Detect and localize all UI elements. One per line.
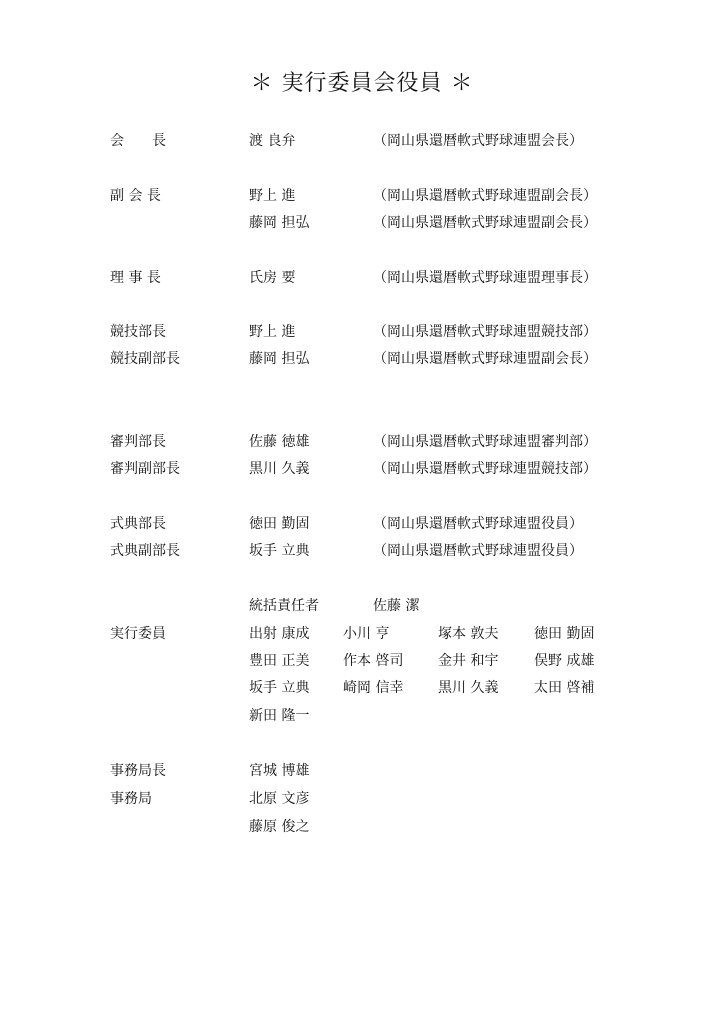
officer-name: 徳田 勤固 [249, 516, 310, 532]
officer-role: 審判部長 [110, 434, 166, 450]
officer-name: 氏房 要 [249, 270, 296, 286]
office-name: 宮城 博雄 [249, 763, 310, 779]
officer-org: （岡山県還暦軟式野球連盟役員） [373, 543, 583, 559]
committee-member: 徳田 勤固 [534, 626, 595, 642]
officer-org: （岡山県還暦軟式野球連盟理事長） [373, 270, 597, 286]
officer-role: 副 会 長 [110, 188, 161, 204]
supervisor-label: 統括責任者 [249, 598, 319, 614]
officer-name: 野上 進 [249, 188, 296, 204]
committee-member: 崎岡 信幸 [343, 680, 404, 696]
committee-member: 塚本 敦夫 [438, 626, 499, 642]
officer-role: 競技部長 [110, 324, 166, 340]
officer-org: （岡山県還暦軟式野球連盟役員） [373, 516, 583, 532]
officer-name: 坂手 立典 [249, 543, 310, 559]
committee-member: 俣野 成雄 [534, 653, 595, 669]
officer-org: （岡山県還暦軟式野球連盟審判部） [373, 434, 597, 450]
committee-member: 坂手 立典 [249, 680, 310, 696]
officer-role: 競技副部長 [110, 351, 180, 367]
committee-member: 新田 隆一 [249, 708, 310, 724]
officer-name: 佐藤 徳雄 [249, 434, 310, 450]
officer-org: （岡山県還暦軟式野球連盟競技部） [373, 461, 597, 477]
office-name: 北原 文彦 [249, 791, 310, 807]
officer-name: 藤岡 担弘 [249, 215, 310, 231]
officer-org: （岡山県還暦軟式野球連盟副会長） [373, 215, 597, 231]
officer-name: 野上 進 [249, 324, 296, 340]
officer-role: 理 事 長 [110, 270, 161, 286]
office-name: 藤原 俊之 [249, 819, 310, 835]
office-role: 事務局 [110, 791, 152, 807]
committee-member: 黒川 久義 [438, 680, 499, 696]
supervisor-name: 佐藤 潔 [373, 598, 420, 614]
committee-member: 作本 啓司 [343, 653, 404, 669]
officer-name: 渡 良弁 [249, 133, 296, 149]
officer-org: （岡山県還暦軟式野球連盟会長） [373, 133, 583, 149]
page-title: ＊ 実行委員会役員 ＊ [250, 71, 474, 96]
committee-member: 金井 和宇 [438, 653, 499, 669]
officer-name: 藤岡 担弘 [249, 351, 310, 367]
office-role: 事務局長 [110, 763, 166, 779]
committee-role: 実行委員 [110, 626, 166, 642]
committee-member: 出射 康成 [249, 626, 310, 642]
committee-member: 小川 亨 [343, 626, 390, 642]
officer-role: 会 長 [110, 133, 166, 149]
officer-name: 黒川 久義 [249, 461, 310, 477]
committee-member: 太田 啓補 [534, 680, 595, 696]
officer-role: 審判副部長 [110, 461, 180, 477]
committee-member: 豊田 正美 [249, 653, 310, 669]
officer-role: 式典副部長 [110, 543, 180, 559]
officer-org: （岡山県還暦軟式野球連盟競技部） [373, 324, 597, 340]
officer-role: 式典部長 [110, 516, 166, 532]
officer-org: （岡山県還暦軟式野球連盟副会長） [373, 188, 597, 204]
officer-org: （岡山県還暦軟式野球連盟副会長） [373, 351, 597, 367]
